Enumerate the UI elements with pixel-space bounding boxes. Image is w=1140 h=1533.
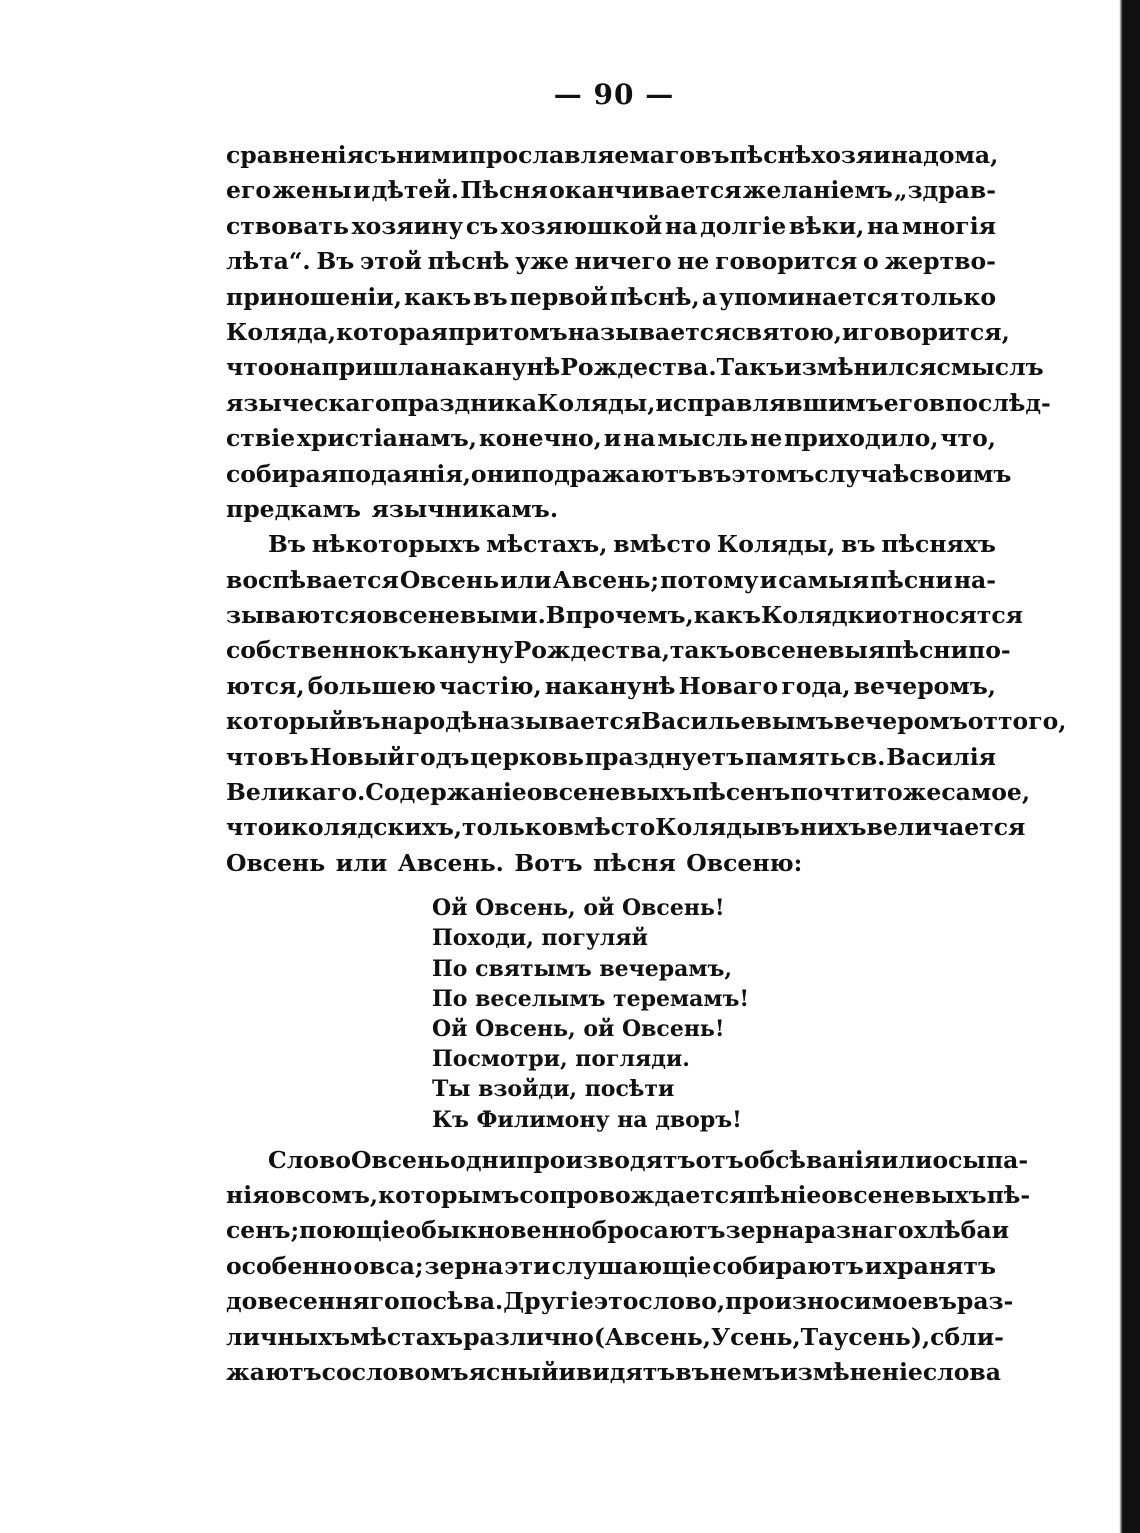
- body-text: [226, 138, 1067, 1390]
- poem-line: По святымъ вечерамъ,: [432, 955, 733, 982]
- text-line: лѣта“. Въ этой пѣснѣ уже ничего не говорится о жертво-: [226, 247, 996, 276]
- poem-stanza: [432, 893, 996, 1135]
- text-line: зываются овсеневыми. Впрочемъ, какъ Колядки относятся: [226, 601, 1023, 630]
- paragraph-3: [226, 1143, 1031, 1391]
- text-line: сравненія съ ними прославляемаго въ пѣснѣ хозяина дома,: [226, 141, 999, 169]
- poem-line: Къ Филимону на дворъ!: [432, 1106, 742, 1133]
- text-line: Въ нѣкоторыхъ мѣстахъ, вмѣсто Коляды, въ пѣсняхъ: [268, 530, 996, 559]
- text-line: до весенняго посѣва. Другіе это слово, произносимое въ раз-: [226, 1287, 1014, 1316]
- text-line: его жены и дѣтей. Пѣсня оканчивается желаніемъ „здрав-: [226, 176, 996, 205]
- text-line: Великаго. Содержаніе овсеневыхъ пѣсенъ почти тоже самое,: [226, 778, 1031, 807]
- text-line: ствовать хозяину съ хозяюшкой на долгіе вѣки, на многія: [226, 211, 996, 240]
- text-line: который въ народѣ называется Васильевымъ вечеромъ оттого,: [226, 707, 1067, 736]
- text-line: ются, большею частію, наканунѣ Новаго года, вечеромъ,: [226, 671, 996, 700]
- text-line: воспѣвается Овсень или Авсень; потому и самыя пѣсни на-: [226, 565, 996, 594]
- poem-line: Ой Овсень, ой Овсень!: [432, 895, 725, 922]
- paragraph-1: [226, 138, 1051, 527]
- text-line: Коляда, которая при томъ называется святою, и говорится,: [226, 317, 1010, 346]
- page-edge-shadow: [1094, 0, 1140, 1533]
- text-line: предкамъ язычникамъ.: [226, 494, 559, 523]
- text-line: собственно къ кануну Рождества, такъ овсеневыя пѣсни по-: [226, 636, 1011, 665]
- poem-line: Посмотри, погляди.: [432, 1046, 690, 1073]
- text-line: Овсень или Авсень. Вотъ пѣсня Овсеню:: [226, 848, 803, 877]
- poem-line: Походи, погуляй: [432, 925, 648, 952]
- text-line: нія овсомъ, которымъ сопровождается пѣніе овсеневыхъ пѣ-: [226, 1181, 1031, 1210]
- text-line: что она пришла наканунѣ Рождества. Такъ измѣнился смыслъ: [226, 353, 1044, 382]
- text-line: собирая подаянія, они подражаютъ въ этомъ случаѣ своимъ: [226, 459, 1012, 488]
- text-line: приношеніи, какъ въ первой пѣснѣ, а упоминается только: [226, 282, 996, 311]
- page-number: — 90 —: [553, 78, 675, 111]
- poem-line: Ты взойди, посѣти: [432, 1076, 675, 1103]
- text-line: особенно овса; зерна эти слушающіе собираютъ и хранятъ: [226, 1251, 996, 1280]
- poem-line: По веселымъ теремамъ!: [432, 985, 750, 1012]
- paragraph-2: [226, 527, 1067, 881]
- text-line: что въ Новый годъ церковь празднуетъ память св. Василія: [226, 742, 996, 771]
- text-line: Слово Овсень одни производятъ отъ обсѣванія или осыпа-: [268, 1145, 1029, 1174]
- text-line: что и колядскихъ, только вмѣсто Коляды въ нихъ величается: [226, 813, 1026, 842]
- text-line: языческаго праздника Коляды, и справлявшимъ его впослѣд-: [226, 388, 1051, 417]
- poem-line: Ой Овсень, ой Овсень!: [432, 1015, 725, 1042]
- text-line: сенъ; поющіе обыкновенно бросаютъ зерна разнаго хлѣба и: [226, 1216, 1010, 1245]
- text-line: личныхъ мѣстахъ различно (Авсень, Усень, Таусень), сбли-: [226, 1322, 1004, 1351]
- text-line: жаютъ со словомъ ясный и видятъ въ немъ измѣненіе слова: [226, 1358, 1001, 1387]
- text-line: ствіе христіанамъ, конечно, и на мысль не приходило, что,: [226, 424, 996, 453]
